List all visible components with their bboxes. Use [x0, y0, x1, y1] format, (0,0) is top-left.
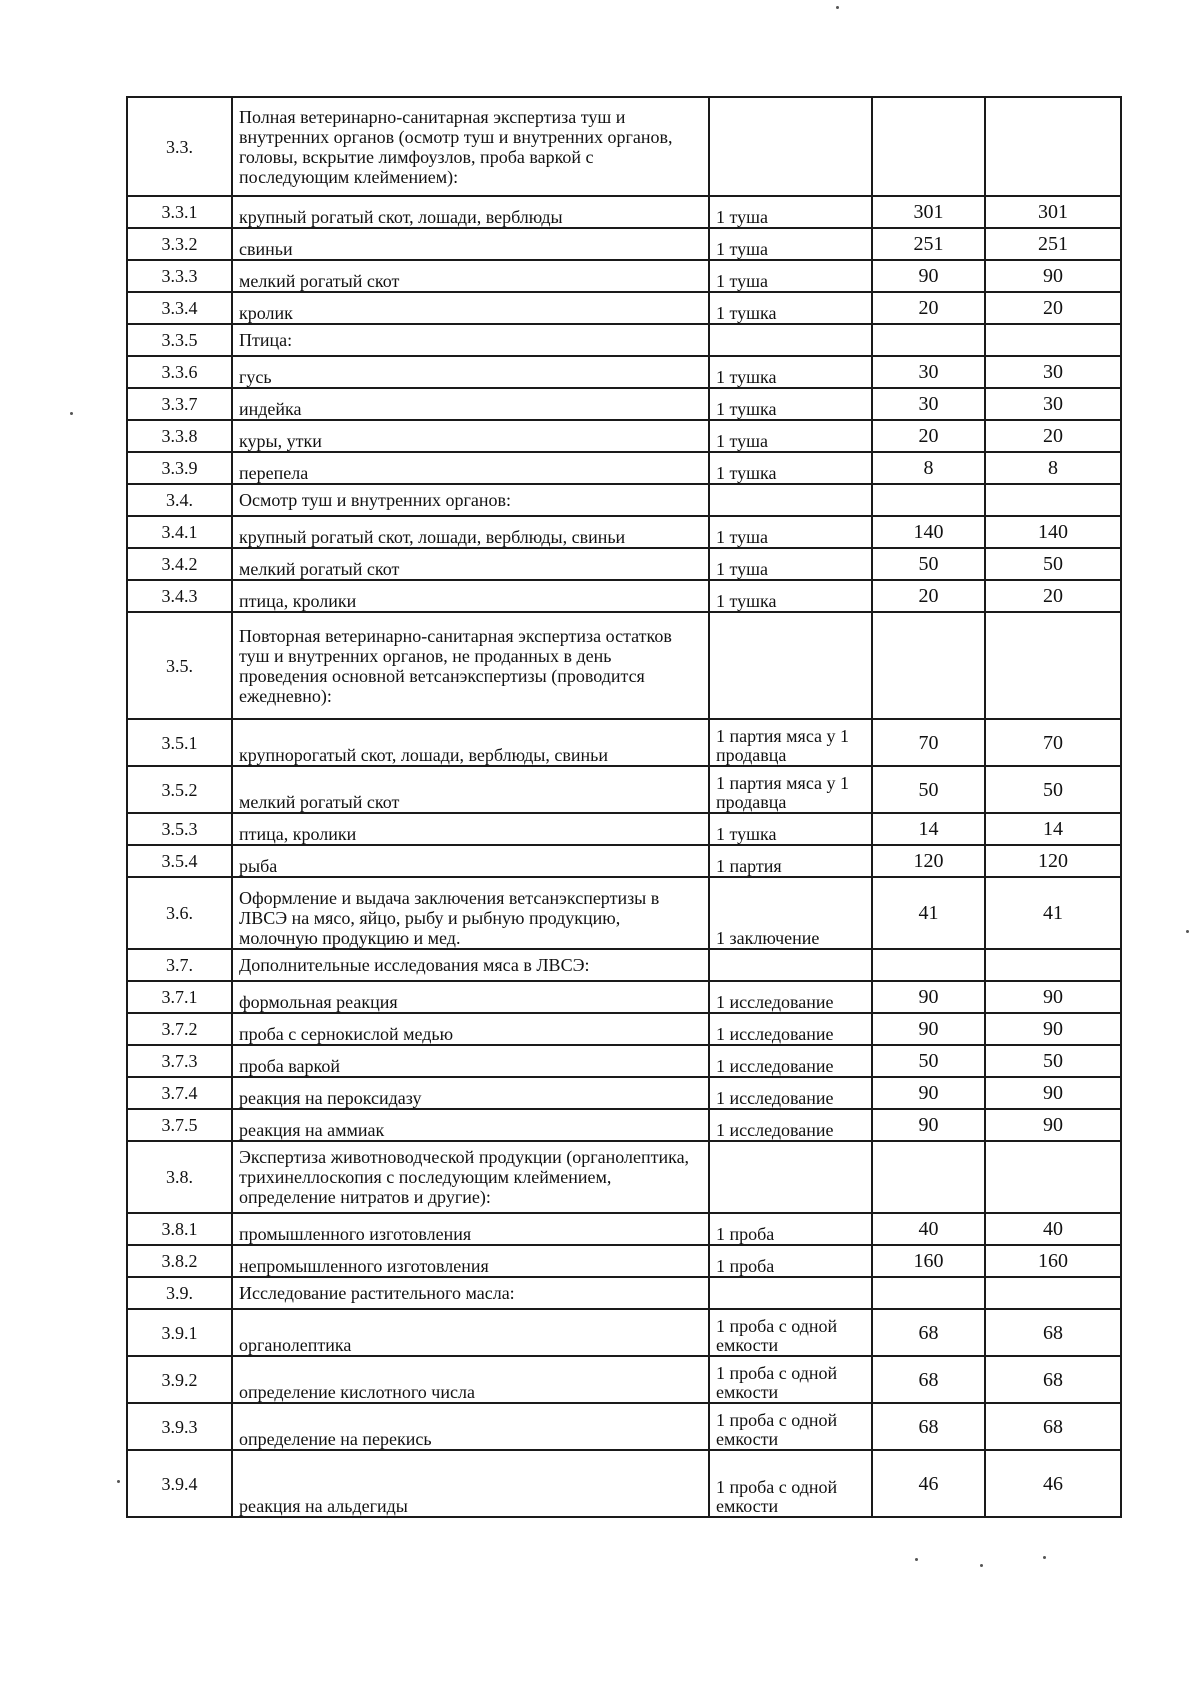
item-number: 3.7.4	[127, 1077, 232, 1109]
item-unit: 1 тушка	[709, 813, 872, 845]
item-name: мелкий рогатый скот	[232, 548, 709, 580]
item-name: реакция на альдегиды	[232, 1450, 709, 1517]
item-unit: 1 туша	[709, 420, 872, 452]
item-price-2	[985, 324, 1121, 356]
item-name: рыба	[232, 845, 709, 877]
item-unit: 1 исследование	[709, 1013, 872, 1045]
table-row	[127, 228, 1121, 260]
table-row	[127, 1403, 1121, 1450]
table-row	[127, 1309, 1121, 1356]
item-number: 3.9.	[127, 1277, 232, 1309]
table-row	[127, 1213, 1121, 1245]
item-price-2: 68	[985, 1403, 1121, 1450]
item-price-2: 90	[985, 260, 1121, 292]
item-number: 3.3.1	[127, 196, 232, 228]
item-unit: 1 проба	[709, 1213, 872, 1245]
scan-speck	[1186, 930, 1189, 933]
item-unit	[709, 612, 872, 719]
item-price-2: 20	[985, 292, 1121, 324]
item-number: 3.3.2	[127, 228, 232, 260]
item-price-2: 50	[985, 1045, 1121, 1077]
item-name: проба варкой	[232, 1045, 709, 1077]
item-name: Дополнительные исследования мяса в ЛВСЭ:	[232, 949, 709, 981]
item-price-2: 30	[985, 388, 1121, 420]
item-price-2: 46	[985, 1450, 1121, 1517]
item-number: 3.9.2	[127, 1356, 232, 1403]
item-price: 70	[872, 719, 985, 766]
table-row	[127, 580, 1121, 612]
item-unit: 1 исследование	[709, 1109, 872, 1141]
item-price: 40	[872, 1213, 985, 1245]
item-number: 3.5.3	[127, 813, 232, 845]
item-price-2: 90	[985, 981, 1121, 1013]
item-unit: 1 туша	[709, 260, 872, 292]
scan-speck	[1043, 1556, 1046, 1559]
item-unit: 1 проба с одной емкости	[709, 1450, 872, 1517]
item-name: крупнорогатый скот, лошади, верблюды, свиньи	[232, 719, 709, 766]
table-row	[127, 1045, 1121, 1077]
item-name: проба с сернокислой медью	[232, 1013, 709, 1045]
item-price: 14	[872, 813, 985, 845]
item-number: 3.5.2	[127, 766, 232, 813]
item-price-2: 90	[985, 1013, 1121, 1045]
item-unit: 1 туша	[709, 516, 872, 548]
item-price-2	[985, 484, 1121, 516]
item-price-2: 120	[985, 845, 1121, 877]
item-price: 90	[872, 981, 985, 1013]
item-number: 3.7.5	[127, 1109, 232, 1141]
item-price-2: 251	[985, 228, 1121, 260]
item-price: 90	[872, 1013, 985, 1045]
item-unit	[709, 949, 872, 981]
item-name: Оформление и выдача заключения ветсанэкспертизы в ЛВСЭ на мясо, яйцо, рыбу и рыбную продукцию, молочную продукцию и мед.	[232, 877, 709, 949]
item-number: 3.3.6	[127, 356, 232, 388]
table-row	[127, 548, 1121, 580]
table-row	[127, 1356, 1121, 1403]
item-name: Повторная ветеринарно-санитарная экспертиза остатков туш и внутренних органов, не проданных в день проведения основной ветсанэкспертизы (проводится ежедневно):	[232, 612, 709, 719]
table-row	[127, 196, 1121, 228]
item-price: 50	[872, 1045, 985, 1077]
item-price-2: 70	[985, 719, 1121, 766]
item-name: Экспертиза животноводческой продукции (органолептика, трихинеллоскопия с последующим клеймением, определение нитратов и другие):	[232, 1141, 709, 1213]
item-number: 3.3.8	[127, 420, 232, 452]
table-row	[127, 516, 1121, 548]
item-price: 90	[872, 1077, 985, 1109]
item-price-2: 14	[985, 813, 1121, 845]
item-number: 3.5.4	[127, 845, 232, 877]
item-unit: 1 тушка	[709, 388, 872, 420]
item-name: гусь	[232, 356, 709, 388]
item-name: определение кислотного числа	[232, 1356, 709, 1403]
item-price: 68	[872, 1309, 985, 1356]
item-price: 20	[872, 420, 985, 452]
item-unit	[709, 97, 872, 196]
item-price-2: 50	[985, 548, 1121, 580]
scan-speck	[70, 412, 73, 415]
item-price: 68	[872, 1356, 985, 1403]
item-name: Осмотр туш и внутренних органов:	[232, 484, 709, 516]
item-number: 3.5.1	[127, 719, 232, 766]
item-price-2: 140	[985, 516, 1121, 548]
item-unit: 1 исследование	[709, 1077, 872, 1109]
table-row	[127, 1077, 1121, 1109]
item-name: кролик	[232, 292, 709, 324]
item-price-2	[985, 1141, 1121, 1213]
item-name: реакция на аммиак	[232, 1109, 709, 1141]
table-row	[127, 1277, 1121, 1309]
table-row	[127, 97, 1121, 196]
table-row	[127, 981, 1121, 1013]
item-number: 3.4.2	[127, 548, 232, 580]
item-name: Исследование растительного масла:	[232, 1277, 709, 1309]
item-price-2: 40	[985, 1213, 1121, 1245]
table-row	[127, 292, 1121, 324]
item-price-2	[985, 949, 1121, 981]
item-price-2: 50	[985, 766, 1121, 813]
item-unit: 1 заключение	[709, 877, 872, 949]
item-unit: 1 туша	[709, 196, 872, 228]
item-price: 41	[872, 877, 985, 949]
item-unit: 1 партия мяса у 1 продавца	[709, 766, 872, 813]
item-number: 3.7.2	[127, 1013, 232, 1045]
item-price: 8	[872, 452, 985, 484]
item-unit: 1 тушка	[709, 452, 872, 484]
item-number: 3.3.4	[127, 292, 232, 324]
item-price-2: 20	[985, 420, 1121, 452]
item-price-2	[985, 97, 1121, 196]
table-row	[127, 356, 1121, 388]
item-number: 3.6.	[127, 877, 232, 949]
item-unit: 1 проба с одной емкости	[709, 1403, 872, 1450]
item-name: непромышленного изготовления	[232, 1245, 709, 1277]
item-price-2: 160	[985, 1245, 1121, 1277]
table-row	[127, 845, 1121, 877]
item-price	[872, 1277, 985, 1309]
item-price: 120	[872, 845, 985, 877]
item-name: птица, кролики	[232, 813, 709, 845]
item-unit	[709, 1277, 872, 1309]
table-row	[127, 1450, 1121, 1517]
price-table	[126, 96, 1122, 1518]
item-price-2: 68	[985, 1309, 1121, 1356]
item-number: 3.4.3	[127, 580, 232, 612]
item-price: 140	[872, 516, 985, 548]
item-unit: 1 тушка	[709, 356, 872, 388]
item-name: определение на перекись	[232, 1403, 709, 1450]
item-price-2: 8	[985, 452, 1121, 484]
item-price: 160	[872, 1245, 985, 1277]
item-unit: 1 туша	[709, 228, 872, 260]
table-row	[127, 324, 1121, 356]
item-name: куры, утки	[232, 420, 709, 452]
item-unit	[709, 1141, 872, 1213]
item-price-2: 30	[985, 356, 1121, 388]
table-row	[127, 1245, 1121, 1277]
table-row	[127, 877, 1121, 949]
scan-speck	[980, 1564, 983, 1567]
item-number: 3.3.7	[127, 388, 232, 420]
table-row	[127, 813, 1121, 845]
item-price	[872, 484, 985, 516]
item-price	[872, 612, 985, 719]
item-number: 3.3.5	[127, 324, 232, 356]
item-number: 3.9.4	[127, 1450, 232, 1517]
item-price	[872, 1141, 985, 1213]
item-price: 50	[872, 766, 985, 813]
item-number: 3.3.9	[127, 452, 232, 484]
item-price-2: 90	[985, 1077, 1121, 1109]
item-unit: 1 тушка	[709, 580, 872, 612]
item-price-2: 301	[985, 196, 1121, 228]
item-price-2: 68	[985, 1356, 1121, 1403]
item-price	[872, 324, 985, 356]
item-number: 3.8.1	[127, 1213, 232, 1245]
scan-speck	[117, 1480, 120, 1483]
item-number: 3.8.	[127, 1141, 232, 1213]
item-number: 3.4.1	[127, 516, 232, 548]
item-price-2: 20	[985, 580, 1121, 612]
item-name: крупный рогатый скот, лошади, верблюды	[232, 196, 709, 228]
item-name: свиньи	[232, 228, 709, 260]
table-row	[127, 766, 1121, 813]
table-row	[127, 1109, 1121, 1141]
item-name: индейка	[232, 388, 709, 420]
table-row	[127, 260, 1121, 292]
item-name: Птица:	[232, 324, 709, 356]
item-number: 3.9.1	[127, 1309, 232, 1356]
table-row	[127, 1141, 1121, 1213]
item-price-2: 90	[985, 1109, 1121, 1141]
item-price: 251	[872, 228, 985, 260]
table-row	[127, 388, 1121, 420]
item-name: промышленного изготовления	[232, 1213, 709, 1245]
item-price-2	[985, 1277, 1121, 1309]
item-name: органолептика	[232, 1309, 709, 1356]
item-price: 30	[872, 388, 985, 420]
item-price: 301	[872, 196, 985, 228]
item-price: 90	[872, 1109, 985, 1141]
item-unit: 1 исследование	[709, 981, 872, 1013]
item-price: 46	[872, 1450, 985, 1517]
item-unit: 1 проба	[709, 1245, 872, 1277]
item-unit	[709, 484, 872, 516]
scan-speck	[915, 1558, 918, 1561]
item-unit: 1 туша	[709, 548, 872, 580]
item-number: 3.7.	[127, 949, 232, 981]
item-number: 3.5.	[127, 612, 232, 719]
table-row	[127, 420, 1121, 452]
item-price: 20	[872, 292, 985, 324]
item-unit: 1 тушка	[709, 292, 872, 324]
item-name: перепела	[232, 452, 709, 484]
item-name: Полная ветеринарно-санитарная экспертиза туш и внутренних органов (осмотр туш и внутренних органов, головы, вскрытие лимфоузлов, проба варкой с последующим клеймением):	[232, 97, 709, 196]
item-number: 3.3.	[127, 97, 232, 196]
item-name: мелкий рогатый скот	[232, 260, 709, 292]
item-name: птица, кролики	[232, 580, 709, 612]
item-number: 3.8.2	[127, 1245, 232, 1277]
item-price-2: 41	[985, 877, 1121, 949]
item-unit: 1 партия мяса у 1 продавца	[709, 719, 872, 766]
item-unit	[709, 324, 872, 356]
item-price	[872, 949, 985, 981]
item-price-2	[985, 612, 1121, 719]
item-price: 50	[872, 548, 985, 580]
item-number: 3.7.1	[127, 981, 232, 1013]
item-number: 3.3.3	[127, 260, 232, 292]
item-name: реакция на пероксидазу	[232, 1077, 709, 1109]
item-name: мелкий рогатый скот	[232, 766, 709, 813]
table-row	[127, 612, 1121, 719]
item-unit: 1 исследование	[709, 1045, 872, 1077]
table-row	[127, 452, 1121, 484]
item-price	[872, 97, 985, 196]
item-number: 3.4.	[127, 484, 232, 516]
table-body	[127, 97, 1121, 1517]
table-row	[127, 949, 1121, 981]
table-row	[127, 719, 1121, 766]
table-row	[127, 1013, 1121, 1045]
item-name: крупный рогатый скот, лошади, верблюды, свиньи	[232, 516, 709, 548]
item-price: 20	[872, 580, 985, 612]
item-unit: 1 партия	[709, 845, 872, 877]
item-unit: 1 проба с одной емкости	[709, 1309, 872, 1356]
item-number: 3.9.3	[127, 1403, 232, 1450]
item-number: 3.7.3	[127, 1045, 232, 1077]
scan-speck	[836, 6, 839, 9]
item-price: 30	[872, 356, 985, 388]
item-price: 90	[872, 260, 985, 292]
item-price: 68	[872, 1403, 985, 1450]
item-name: формольная реакция	[232, 981, 709, 1013]
table-row	[127, 484, 1121, 516]
item-unit: 1 проба с одной емкости	[709, 1356, 872, 1403]
